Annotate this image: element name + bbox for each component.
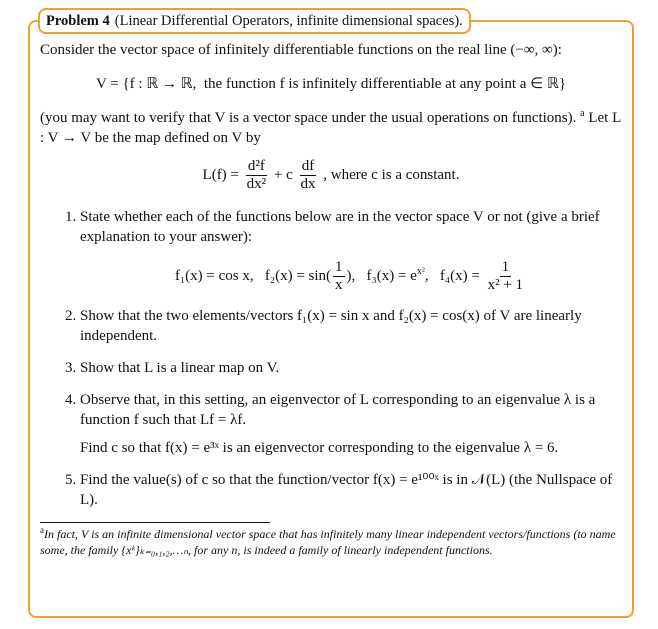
term1-denominator: dx² [246, 176, 267, 192]
f2-numerator: 1 [335, 259, 343, 275]
term2-numerator: df [301, 158, 315, 174]
problem-subtitle: (Linear Differential Operators, infinite dimensional spaces). [114, 12, 463, 29]
set-rhs: the function f is infinitely differentiable at any point a ∈ ℝ} [203, 76, 567, 92]
problem-content [40, 40, 622, 558]
question-3 [80, 358, 622, 378]
operator-lhs: L(f) = [202, 166, 239, 183]
function-f2-fraction [333, 259, 345, 294]
map-definition: Let L : V → V be the map defined on V by [40, 110, 621, 146]
operator-plus: + c [273, 166, 293, 183]
question-5-text: Find the value(s) of c so that the function/vector f(x) = e¹⁰⁰ˣ is in 𝒩(L) (the Nullspace of L). [80, 472, 613, 508]
function-f4-prefix: f₄(x) = [439, 267, 480, 284]
f4-numerator: 1 [501, 259, 510, 275]
function-f1: f₁(x) = cos x, [174, 267, 254, 284]
second-derivative-fraction [245, 158, 269, 193]
function-f3-suffix: , [424, 267, 429, 284]
footnote-rule [40, 522, 270, 523]
set-definition [40, 74, 622, 94]
first-derivative-fraction [299, 158, 318, 193]
verify-text: (you may want to verify that V is a vector space under the usual operations on functions). [40, 110, 577, 126]
set-lhs: V = {f : ℝ → ℝ, [95, 76, 197, 92]
question-list [40, 207, 622, 510]
function-f3: f₃(x) = e [366, 267, 417, 284]
footnote-text: In fact, V is an infinite dimensional vector space that has infinitely many linear independent vectors/functions (to name some, the family {xᵏ}ₖ₌₀,₁,₂,…ₙ, for any n, is indeed a family of linearly independent functions. [40, 527, 616, 557]
function-list [80, 259, 622, 294]
question-1-text: State whether each of the functions below are in the vector space V or not (give a brief explanation to your answer): [80, 209, 600, 245]
footnote-marker: a [40, 525, 44, 535]
term1-numerator: d²f [247, 158, 265, 174]
question-5 [80, 470, 622, 510]
question-4 [80, 390, 622, 458]
verify-paragraph [40, 108, 622, 148]
function-f4-fraction [486, 259, 525, 294]
question-1 [80, 207, 622, 294]
question-2-text: Show that the two elements/vectors f₁(x) = sin x and f₂(x) = cos(x) of V are linearly independent. [80, 308, 582, 344]
intro-text: Consider the vector space of infinitely differentiable functions on the real line (−∞, ∞): [40, 42, 562, 58]
question-4-subtext: Find c so that f(x) = e³ˣ is an eigenvector corresponding to the eigenvalue λ = 6. [80, 440, 559, 456]
function-f2-prefix: f₂(x) = sin( [264, 267, 332, 284]
operator-definition [40, 158, 622, 193]
question-4-text: Observe that, in this setting, an eigenvector of L corresponding to an eigenvalue λ is a function f such that Lf = λf. [80, 392, 596, 428]
operator-note: , where c is a constant. [323, 166, 460, 183]
function-f2-suffix: ), [346, 267, 356, 284]
f2-denominator: x [335, 277, 343, 293]
problem-title [38, 8, 471, 34]
term2-denominator: dx [300, 176, 316, 192]
f4-denominator: x² + 1 [487, 277, 524, 293]
footnote-mark: a [580, 108, 585, 119]
question-2 [80, 306, 622, 346]
function-f3-exponent: x² [416, 265, 425, 277]
question-3-text: Show that L is a linear map on V. [80, 360, 280, 376]
footnote [40, 527, 622, 558]
problem-label: Problem 4 [46, 12, 110, 29]
